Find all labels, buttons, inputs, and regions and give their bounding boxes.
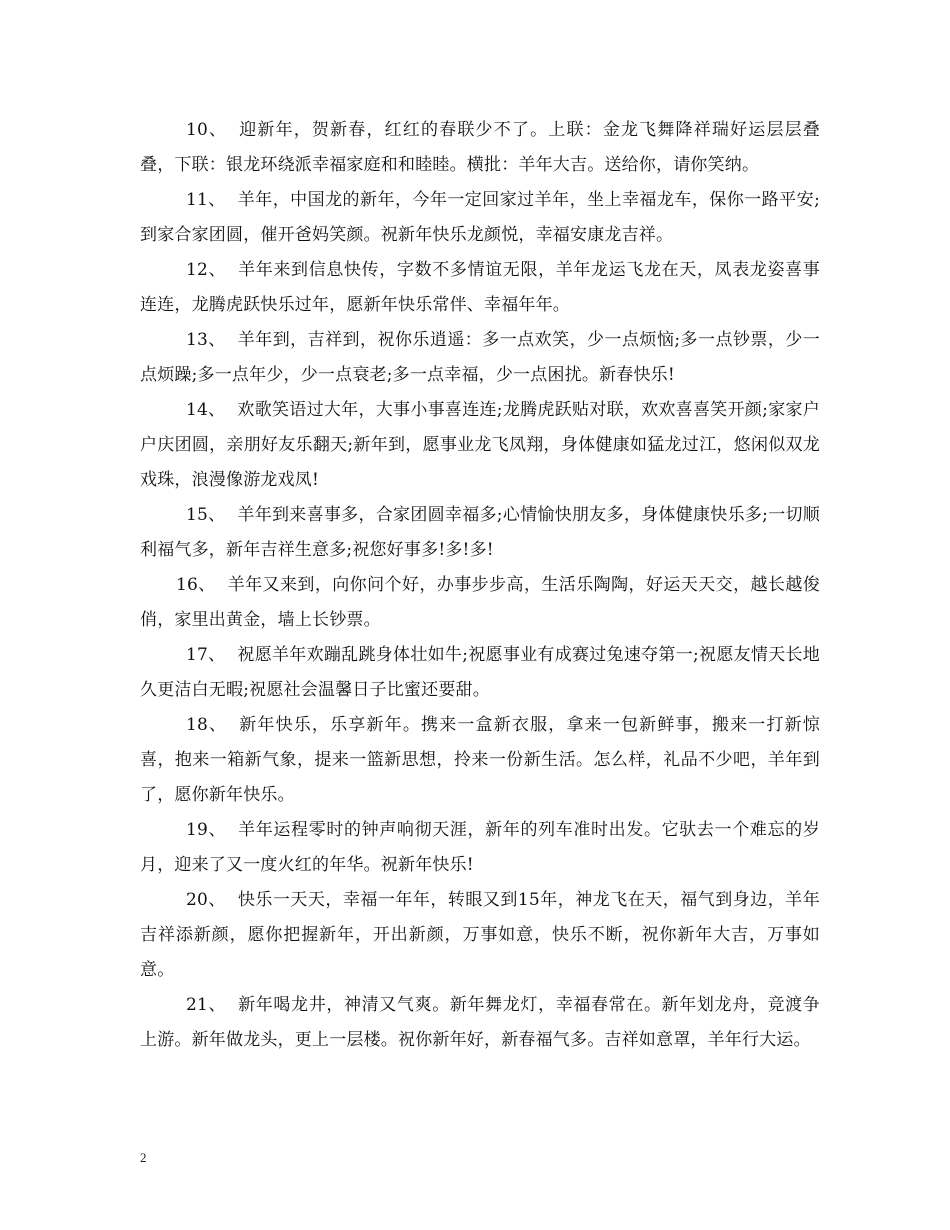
- paragraph-text: 羊年来到信息快传，字数不多情谊无限，羊年龙运飞龙在天，凤表龙姿喜事连连，龙腾虎跃快乐过年，愿新年快乐常伴、幸福年年。: [140, 260, 820, 315]
- paragraph-text: 迎新年，贺新春，红红的春联少不了。上联：金龙飞舞降祥瑞好运层层叠叠，下联：银龙环绕派幸福家庭和和睦睦。横批：羊年大吉。送给你，请你笑纳。: [140, 120, 820, 175]
- paragraph-14: [140, 393, 820, 498]
- paragraph-19: [140, 813, 820, 883]
- paragraph-13: [140, 323, 820, 393]
- paragraph-17: [140, 638, 820, 708]
- paragraph-number: 16、: [176, 575, 216, 595]
- paragraph-number: 14、: [186, 400, 226, 420]
- paragraph-number: 20、: [186, 890, 226, 910]
- paragraph-text: 羊年又来到，向你问个好，办事步步高，生活乐陶陶，好运天天交，越长越俊俏，家里出黄金，墙上长钞票。: [140, 575, 820, 630]
- paragraph-12: [140, 253, 820, 323]
- paragraph-number: 12、: [186, 260, 227, 280]
- paragraph-number: 18、: [186, 715, 228, 735]
- paragraph-21: [140, 988, 820, 1058]
- paragraph-number: 11、: [186, 190, 226, 210]
- paragraph-text: 羊年到来喜事多，合家团圆幸福多;心情愉快朋友多，身体健康快乐多;一切顺利福气多，新年吉祥生意多;祝您好事多!多!多!: [140, 505, 820, 560]
- paragraph-20: [140, 883, 820, 988]
- paragraph-10: [140, 113, 820, 183]
- paragraph-number: 17、: [186, 645, 226, 665]
- paragraph-number: 19、: [186, 820, 227, 840]
- paragraph-text: 祝愿羊年欢蹦乱跳身体壮如牛;祝愿事业有成赛过兔速夺第一;祝愿友情天长地久更洁白无暇;祝愿社会温馨日子比蜜还要甜。: [140, 645, 820, 700]
- paragraph-text: 羊年，中国龙的新年，今年一定回家过羊年，坐上幸福龙车，保你一路平安;到家合家团圆，催开爸妈笑颜。祝新年快乐龙颜悦，幸福安康龙吉祥。: [140, 190, 820, 245]
- paragraph-text: 羊年到，吉祥到，祝你乐逍遥：多一点欢笑，少一点烦恼;多一点钞票，少一点烦躁;多一点年少，少一点衰老;多一点幸福，少一点困扰。新春快乐!: [140, 330, 820, 385]
- paragraph-number: 15、: [186, 505, 226, 525]
- paragraph-18: [140, 708, 820, 813]
- paragraph-text: 新年快乐，乐享新年。携来一盒新衣服，拿来一包新鲜事，搬来一打新惊喜，抱来一箱新气象，提来一篮新思想，拎来一份新生活。怎么样，礼品不少吧，羊年到了，愿你新年快乐。: [140, 715, 820, 805]
- paragraph-text: 新年喝龙井，神清又气爽。新年舞龙灯，幸福春常在。新年划龙舟，竞渡争上游。新年做龙头，更上一层楼。祝你新年好，新春福气多。吉祥如意罩，羊年行大运。: [140, 995, 820, 1050]
- paragraph-number: 13、: [186, 330, 226, 350]
- paragraph-number: 21、: [186, 995, 227, 1015]
- paragraph-number: 10、: [186, 120, 228, 140]
- paragraph-text: 快乐一天天，幸福一年年，转眼又到15年，神龙飞在天，福气到身边，羊年吉祥添新颜，愿你把握新年，开出新颜，万事如意，快乐不断，祝你新年大吉，万事如意。: [140, 890, 820, 980]
- paragraph-text: 欢歌笑语过大年，大事小事喜连连;龙腾虎跃贴对联，欢欢喜喜笑开颜;家家户户庆团圆，亲朋好友乐翻天;新年到，愿事业龙飞凤翔，身体健康如猛龙过江，悠闲似双龙戏珠，浪漫像游龙戏凤!: [140, 400, 820, 490]
- paragraph-15: [140, 498, 820, 568]
- page-number: 2: [140, 1150, 147, 1165]
- paragraph-16: [140, 568, 820, 638]
- paragraph-11: [140, 183, 820, 253]
- paragraph-text: 羊年运程零时的钟声响彻天涯，新年的列车准时出发。它驮去一个难忘的岁月，迎来了又一度火红的年华。祝新年快乐!: [140, 820, 820, 875]
- document-body: [140, 113, 820, 1058]
